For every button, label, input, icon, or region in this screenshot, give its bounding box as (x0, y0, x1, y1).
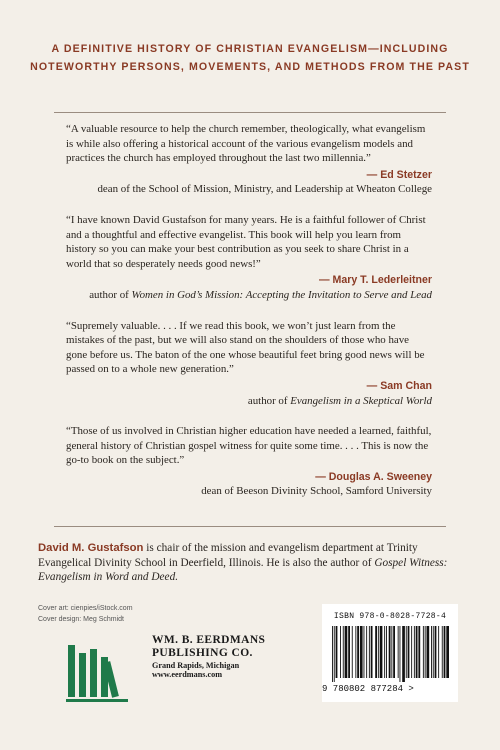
barcode-bar (336, 626, 338, 678)
isbn-digits: 9 780802 877284 > (322, 684, 414, 694)
endorser-description (66, 288, 432, 303)
barcode-bar (446, 626, 449, 678)
endorser-name: — Ed Stetzer (366, 168, 432, 181)
cover-design-credit: Cover design: Meg Schmidt (38, 616, 124, 623)
endorser-description-prefix: author of (247, 394, 291, 407)
publisher-name-line-1: WM. B. EERDMANS (152, 634, 266, 646)
barcode-bar (423, 626, 424, 678)
barcode-bar (416, 626, 418, 678)
endorser-name: — Douglas A. Sweeney (315, 470, 432, 483)
endorsement-text: “I have known David Gustafson for many years. He is a faithful follower of Christ and a thoughtful and effective evangelist. This book will help you learn from history so you can make your best contribution as you seek to share Christ in a world that so desperately needs good news!” (66, 213, 426, 270)
author-bio (38, 541, 462, 585)
endorser-name: — Mary T. Lederleitner (318, 274, 432, 287)
barcode-bar (406, 626, 407, 678)
isbn-label: ISBN 978-0-8028-7728-4 (333, 612, 447, 621)
barcode-bar (366, 626, 367, 678)
barcode-bar (414, 626, 415, 678)
barcode-bar (343, 626, 344, 678)
barcode-bar (400, 626, 401, 682)
endorser-description-prefix: author of (89, 288, 132, 301)
barcode-bar (391, 626, 392, 678)
endorser-name: — Sam Chan (366, 379, 432, 392)
barcode-bar (369, 626, 370, 678)
barcode-bar (438, 626, 439, 678)
barcode-bar (398, 626, 399, 678)
endorser-book-title: Women in God’s Mission: Accepting the Invitation to Serve and Lead (131, 288, 432, 301)
endorser-description: dean of the School of Mission, Ministry, and Leadership at Wheaton College (97, 183, 432, 196)
publisher-website: www.eerdmans.com (152, 670, 223, 679)
barcode-bar (418, 626, 420, 678)
endorsement-chan (66, 319, 432, 409)
publisher-location: Grand Rapids, Michigan (152, 661, 240, 670)
barcode-bar (384, 626, 385, 678)
tagline-line-1: A DEFINITIVE HISTORY OF CHRISTIAN EVANGELISM—INCLUDING (51, 43, 449, 55)
endorsement-sweeney (66, 424, 432, 499)
barcode-bar (444, 626, 446, 678)
barcode-bar (352, 626, 353, 678)
divider-bottom (54, 526, 446, 527)
eerdmans-books-logo (60, 625, 148, 705)
endorsement-text: “Supremely valuable. . . . If we read this book, we won’t just learn from the mistakes of the past, but we will also stand on the shoulders of those who have gone before us. The baton of the one whose beautiful feet bring good news will be passed on to a whole new generation.” (66, 319, 425, 376)
endorser-book-title: Evangelism in a Skeptical World (290, 394, 432, 407)
barcode-bar (375, 626, 377, 678)
barcode-bar (371, 626, 373, 678)
barcode-bar (360, 626, 363, 678)
author-bio-text: is chair of the mission and evangelism department at Trinity Evangelical Divinity School in Deerfield, Illinois. He is also the author of (38, 542, 418, 569)
barcode-bar (386, 626, 387, 678)
barcode-bar (402, 626, 405, 682)
cover-art-credit: Cover art: cienpies/iStock.com (38, 605, 133, 612)
endorsements (66, 122, 432, 499)
barcode-bar (355, 626, 356, 678)
barcode-bar (332, 626, 333, 682)
barcode-bar (425, 626, 426, 678)
barcode-bar (357, 626, 359, 678)
barcode-bar (334, 626, 335, 682)
barcode-bar (348, 626, 350, 678)
isbn-barcode (322, 604, 458, 702)
endorser-description (66, 394, 432, 409)
publisher-name-line-2: PUBLISHING CO. (152, 647, 253, 659)
barcode-bar (389, 626, 391, 678)
endorsement-stetzer (66, 122, 432, 197)
barcode-bar (364, 626, 365, 678)
divider-top (54, 112, 446, 113)
barcode-bars (326, 626, 454, 684)
barcode-bar (411, 626, 412, 678)
barcode-bar (380, 626, 383, 678)
barcode-bar (427, 626, 430, 678)
barcode-bar (393, 626, 395, 678)
endorsement-lederleitner (66, 213, 432, 303)
endorsement-text: “A valuable resource to help the church remember, theologically, what evangelism is while also offering a historical account of the various evangelism models and practices the church has employed throughout the last two millennia.” (66, 123, 426, 165)
endorsement-text: “Those of us involved in Christian higher education have needed a learned, faithful, general history of Christian gospel witness for quite some time. . . . This is now the go-to book on the subject.” (66, 425, 432, 467)
author-name: David M. Gustafson (38, 542, 144, 554)
endorser-description: dean of Beeson Divinity School, Samford University (201, 485, 432, 498)
barcode-bar (340, 626, 341, 678)
cover-credits (38, 603, 133, 625)
barcode-bar (433, 626, 434, 678)
barcode-bar (378, 626, 379, 678)
tagline (0, 40, 500, 76)
tagline-line-2: NOTEWORTHY PERSONS, MOVEMENTS, AND METHODS FROM THE PAST (30, 61, 470, 73)
barcode-bar (345, 626, 348, 678)
author-book-title: Gospel Witness: Evangelism in Word and Deed. (38, 556, 448, 584)
barcode-bar (431, 626, 432, 678)
barcode-bar (408, 626, 410, 678)
publisher-block (152, 634, 265, 679)
barcode-bar (435, 626, 437, 678)
barcode-bar (442, 626, 443, 678)
